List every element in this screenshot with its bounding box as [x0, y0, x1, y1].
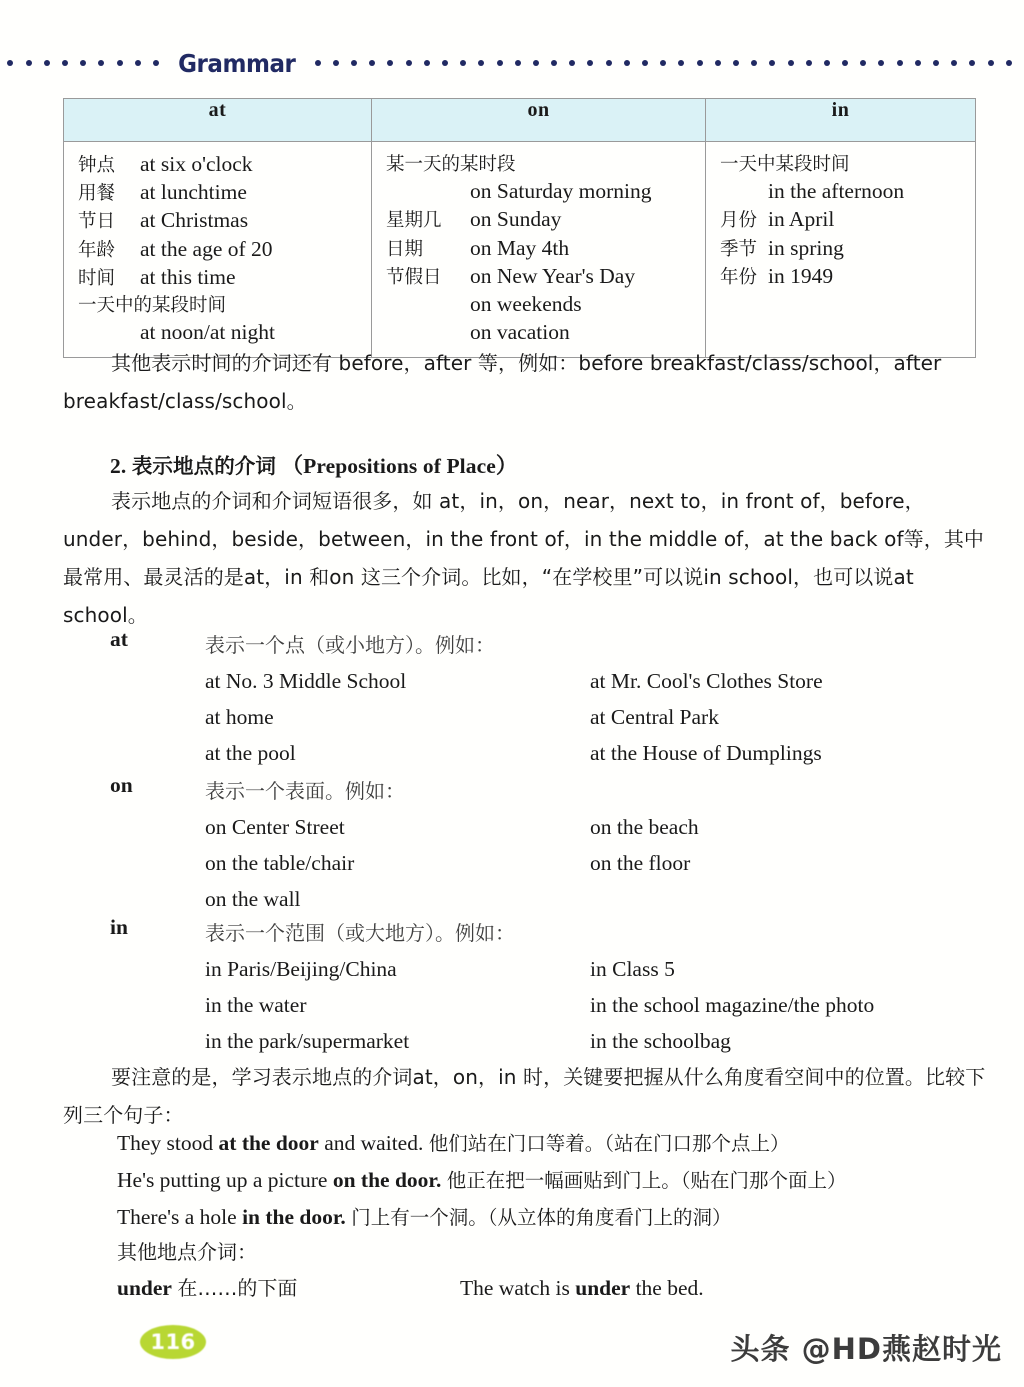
prep-description-on: 表示一个表面。例如： — [205, 779, 405, 803]
prep-block-at — [110, 627, 1000, 771]
page-running-header — [0, 46, 1024, 80]
comparison-sentence — [117, 1125, 1017, 1162]
prep-example: at Central Park — [590, 705, 719, 729]
sentence-highlight: on the door. — [332, 1168, 442, 1192]
prep-block-on — [110, 773, 1000, 917]
prep-block-in — [110, 915, 1000, 1059]
prep-example: at Mr. Cool's Clothes Store — [590, 669, 823, 693]
table-entry: 年份 in 1949 — [720, 263, 834, 288]
time-preposition-table — [63, 98, 976, 358]
paragraph-usage-note: 要注意的是，学习表示地点的介词at，on，in 时，关键要把握从什么角度看空间中的位置。比较下列三个句子： — [63, 1065, 986, 1127]
prep-example: on the floor — [590, 851, 691, 875]
table-cell-in — [706, 142, 976, 358]
prep-example: on the beach — [590, 815, 699, 839]
prep-example: on Center Street — [205, 815, 345, 839]
table-cell-on — [372, 142, 706, 358]
table-entry: 日期 on May 4th — [386, 235, 570, 260]
comparison-sentence — [117, 1162, 1017, 1199]
under-term-chinese: 在……的下面 — [177, 1276, 298, 1300]
table-entry: on vacation — [470, 320, 570, 345]
sentence-lead: There's a hole — [117, 1205, 243, 1229]
under-example-tail: the bed. — [630, 1276, 704, 1300]
prep-example: at home — [205, 705, 274, 729]
prep-key-in: in — [110, 915, 128, 939]
sentence-lead: He's putting up a picture — [117, 1168, 333, 1192]
under-example-lead: The watch is — [460, 1276, 576, 1300]
table-header-at: at — [64, 99, 372, 142]
table-entry: 节假日 on New Year's Day — [386, 263, 636, 288]
table-entry: 年龄 at the age of 20 — [78, 236, 273, 261]
prep-examples-on — [205, 809, 1000, 917]
section-title-english: （Prepositions of Place） — [281, 454, 518, 478]
sentence-translation: 他正在把一幅画贴到门上。（贴在门那个面上） — [446, 1169, 847, 1192]
page-title: Grammar — [178, 48, 296, 78]
prep-examples-at — [205, 663, 1000, 771]
prep-example — [590, 881, 1000, 917]
table-entry: 一天中某段时间 — [720, 154, 850, 175]
prep-example: in Paris/Beijing/China — [205, 957, 397, 981]
prep-example: in the schoolbag — [590, 1029, 731, 1053]
sentence-highlight: at the door — [218, 1131, 319, 1155]
table-cell-at — [64, 142, 372, 358]
sentence-highlight: in the door. — [242, 1205, 346, 1229]
table-entry: on weekends — [470, 292, 582, 317]
table-header-row — [64, 99, 976, 142]
prep-description-at: 表示一个点（或小地方）。例如： — [205, 633, 495, 657]
prep-example: in the school magazine/the photo — [590, 993, 875, 1017]
watermark: 头条 @HD燕赵时光 — [730, 1332, 1002, 1366]
table-entry: 时间 at this time — [78, 264, 236, 289]
section-number: 2. — [110, 454, 127, 478]
comparison-sentence-list — [117, 1125, 1017, 1236]
table-header-on: on — [372, 99, 706, 142]
page-number-badge: 116 — [140, 1325, 206, 1359]
prep-example: in Class 5 — [590, 957, 675, 981]
table-entry: at noon/at night — [140, 320, 275, 345]
sentence-translation: 他们站在门口等着。（站在门口那个点上） — [428, 1132, 790, 1155]
under-example-sentence — [460, 1276, 997, 1301]
table-entry: on Saturday morning — [470, 179, 652, 204]
table-entry: 钟点 at six o'clock — [78, 152, 253, 176]
header-dot-rule-left — [0, 59, 165, 67]
table-entry: 某一天的某时段 — [386, 154, 516, 175]
prep-key-at: at — [110, 627, 128, 651]
table-body-row — [64, 142, 976, 358]
prep-example: on the table/chair — [205, 851, 355, 875]
sentence-translation: 门上有一个洞。（从立体的角度看门上的洞） — [351, 1206, 732, 1229]
under-example-highlight: under — [575, 1276, 631, 1300]
prep-example: at No. 3 Middle School — [205, 669, 407, 693]
header-dot-rule-right — [309, 59, 1024, 67]
paragraph-other-time-prepositions: 其他表示时间的介词还有 before，after 等，例如：before breakfast/class/school，after breakfast/class/school。 — [63, 351, 942, 413]
other-place-prepositions-label: 其他地点介词： — [117, 1240, 257, 1264]
paragraph-place-intro: 表示地点的介词和介词短语很多，如 at，in，on，near，next to，in front of，before，under，behind，beside，between，in the front of，in the middle of，at the back of等，其中最常用、最灵活的是at，in 和on 这三个介词。比如，“在学校里”可以说in school，也可以说at school。 — [63, 489, 985, 627]
table-entry: 一天中的某段时间 — [78, 295, 227, 317]
table-header-in: in — [706, 99, 976, 142]
prep-example: at the pool — [205, 741, 296, 765]
prep-example: at the House of Dumplings — [590, 741, 822, 765]
prep-example: on the wall — [205, 887, 301, 911]
section-title-chinese: 表示地点的介词 — [131, 454, 277, 478]
sentence-tail: and waited. — [318, 1131, 429, 1155]
table-entry: 季节 in spring — [720, 235, 844, 260]
under-term — [117, 1272, 460, 1301]
section-heading-prepositions-of-place — [110, 447, 518, 485]
prep-example: in the park/supermarket — [205, 1029, 410, 1053]
comparison-sentence — [117, 1199, 1017, 1236]
preposition-entry-under — [117, 1272, 997, 1301]
under-term-english: under — [117, 1276, 172, 1300]
prep-key-on: on — [110, 773, 133, 797]
sentence-lead: They stood — [117, 1131, 219, 1155]
prep-examples-in — [205, 951, 1000, 1059]
table-entry: 用餐 at lunchtime — [78, 180, 247, 205]
table-entry: 星期几 on Sunday — [386, 207, 562, 232]
table-entry: 节日 at Christmas — [78, 208, 249, 233]
prep-example: in the water — [205, 993, 307, 1017]
table-entry: 月份 in April — [720, 207, 835, 232]
table-entry: in the afternoon — [768, 179, 905, 204]
prep-description-in: 表示一个范围（或大地方）。例如： — [205, 921, 515, 945]
